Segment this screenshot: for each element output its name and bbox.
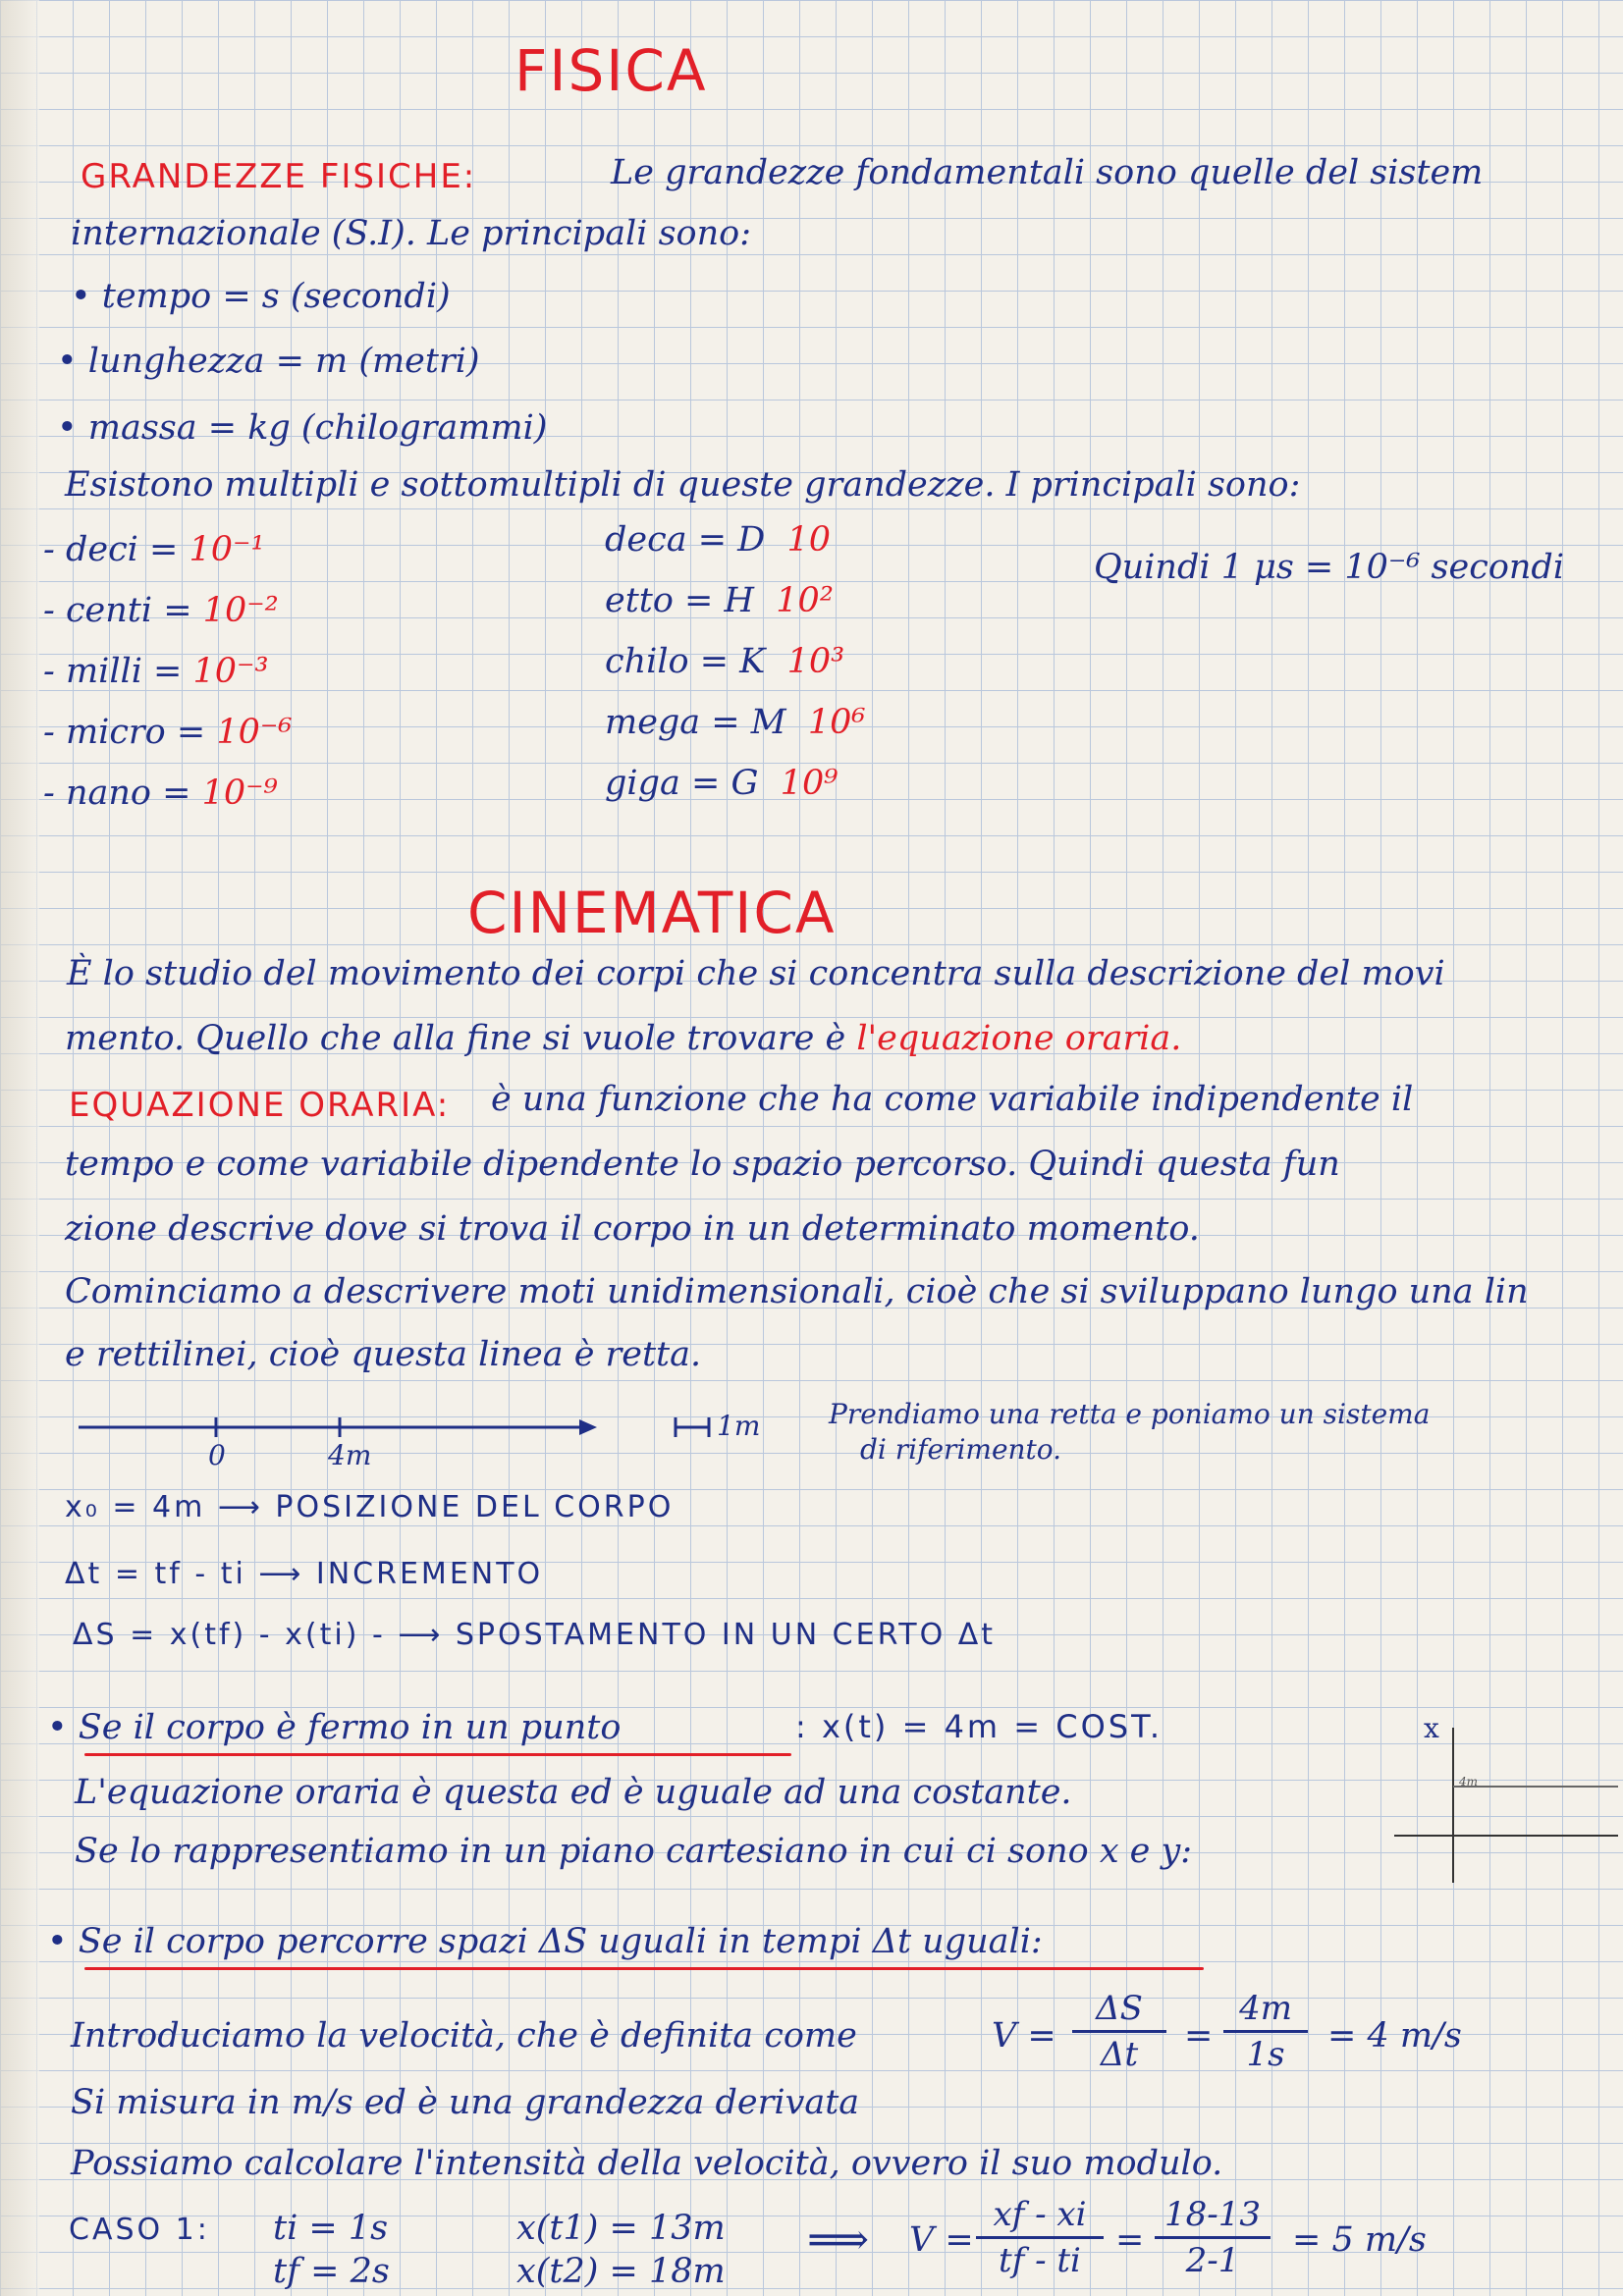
uniforme-underline [84, 1967, 1204, 1970]
grandezze-line2: internazionale (S.I). Le principali sono: [71, 214, 752, 253]
caso-v: V = [909, 2220, 974, 2260]
equals-sign: = [1184, 2016, 1214, 2056]
unit-item: • massa = kg (chilogrammi) [57, 408, 548, 448]
modulo-line: Possiamo calcolare l'intensità della velocità, ovvero il suo modulo. [71, 2144, 1223, 2183]
constant-position-graph [1384, 1708, 1620, 1885]
sottomultiplo-row [43, 774, 292, 834]
cinematica-title: CINEMATICA [467, 880, 837, 946]
caso-xt2: x(t2) = 18m [516, 2252, 726, 2291]
denominator: 2-1 [1185, 2241, 1240, 2280]
cinematica-text: mento. Quello che alla fine si vuole trovare è [65, 1019, 846, 1058]
multiplo-row [605, 764, 865, 825]
axis-note: Prendiamo una retta e poniamo un sistema [829, 1398, 1431, 1430]
equazione-heading: EQUAZIONE ORARIA: [69, 1086, 451, 1125]
equazione-line: zione descrive dove si trova il corpo in un determinato momento. [65, 1209, 1200, 1249]
velocita-result: = 4 m/s [1327, 2016, 1462, 2056]
graph-x-label: x [1424, 1712, 1439, 1744]
denominator: Δt [1100, 2035, 1139, 2074]
prefix-value: 10⁹ [780, 764, 839, 803]
axis-4m-label: 4m [328, 1439, 372, 1471]
sottomultiplo-row [43, 530, 292, 591]
def-spostamento: ΔS = x(tf) - x(ti) - ⟶ SPOSTAMENTO IN UN CERTO Δt [73, 1618, 997, 1652]
grandezze-line1: Le grandezze fondamentali sono quelle del sistem [611, 153, 1484, 192]
prefix-name: - milli = [43, 652, 183, 691]
def-incremento: Δt = tf - ti ⟶ INCREMENTO [65, 1557, 544, 1591]
fermo-line: L'equazione oraria è questa ed è uguale ad una costante. [75, 1773, 1072, 1812]
axis-note: di riferimento. [860, 1433, 1062, 1466]
equals-sign: = [1115, 2220, 1145, 2260]
fermo-line: Se lo rappresentiamo in un piano cartesiano in cui ci sono x e y: [75, 1832, 1193, 1871]
prefix-name: mega = M [605, 703, 786, 742]
denominator: 1s [1246, 2035, 1285, 2074]
fermo-heading: • Se il corpo è fermo in un punto [47, 1708, 622, 1747]
multipli-list [605, 520, 865, 825]
fermo-formula: : x(t) = 4m = COST. [795, 1708, 1163, 1745]
prefix-name: - centi = [43, 591, 192, 630]
prefix-value: 10³ [786, 642, 845, 681]
prefix-value: 10⁻³ [192, 652, 269, 691]
equazione-line: Cominciamo a descrivere moti unidimensionali, cioè che si sviluppano lungo una lin [65, 1272, 1529, 1311]
graph-4m-label: 4m [1459, 1775, 1479, 1789]
fraction-values [1155, 2195, 1271, 2280]
unit-item: • tempo = s (secondi) [71, 277, 451, 316]
caso-tf: tf = 2s [273, 2252, 390, 2291]
fraction-velocity-formula [976, 2195, 1104, 2280]
sottomultiplo-row [43, 713, 292, 774]
prefix-value: 10⁻⁶ [216, 713, 293, 752]
cinematica-line: È lo studio del movimento dei corpi che si concentra sulla descrizione del movi [67, 954, 1445, 993]
quindi-note: Quindi 1 μs = 10⁻⁶ secondi [1094, 548, 1565, 587]
misura-line: Si misura in m/s ed è una grandezza derivata [71, 2083, 860, 2122]
grandezze-heading: GRANDEZZE FISICHE: [81, 157, 477, 196]
page-title: FISICA [514, 37, 708, 104]
multiplo-row [605, 642, 865, 703]
velocita-v: V = [992, 2016, 1056, 2056]
prefix-value: 10⁶ [807, 703, 866, 742]
equazione-line: e rettilinei, cioè questa linea è retta. [65, 1335, 702, 1374]
prefix-name: - deci = [43, 530, 179, 569]
implies-arrow: ⟹ [807, 2215, 870, 2265]
caso-xt1: x(t1) = 13m [516, 2209, 726, 2248]
unit-item: • lunghezza = m (metri) [57, 342, 480, 381]
prefix-name: - micro = [43, 713, 206, 752]
numerator: 4m [1239, 1989, 1292, 2028]
sottomultipli-list [43, 530, 292, 834]
multiplo-row [605, 581, 865, 642]
fraction-4m-1s [1223, 1989, 1308, 2074]
uniforme-heading: • Se il corpo percorre spazi ΔS uguali in tempi Δt uguali: [47, 1922, 1043, 1961]
multiplo-row [605, 520, 865, 581]
fermo-underline [84, 1753, 791, 1756]
equazione-line: è una funzione che ha come variabile indipendente il [491, 1080, 1414, 1119]
unit-segment [674, 1414, 713, 1443]
multipli-intro: Esistono multipli e sottomultipli di queste grandezze. I principali sono: [65, 465, 1301, 505]
prefix-name: etto = H [605, 581, 755, 620]
prefix-name: giga = G [605, 764, 759, 803]
axis-zero-label: 0 [208, 1439, 226, 1471]
prefix-name: deca = D [605, 520, 766, 560]
denominator: tf - ti [999, 2241, 1081, 2280]
equazione-oraria-term: l'equazione oraria. [856, 1019, 1182, 1058]
sottomultiplo-row [43, 591, 292, 652]
caso-ti: ti = 1s [273, 2209, 389, 2248]
prefix-name: chilo = K [605, 642, 766, 681]
numerator: 18-13 [1163, 2195, 1261, 2234]
prefix-value: 10 [786, 520, 832, 560]
unit-label: 1m [717, 1410, 761, 1442]
velocita-intro: Introduciamo la velocità, che è definita come [71, 2016, 857, 2056]
caso-label: CASO 1: [69, 2213, 210, 2247]
prefix-value: 10⁻¹ [189, 530, 265, 569]
multiplo-row [605, 703, 865, 764]
prefix-name: - nano = [43, 774, 191, 813]
numerator: ΔS [1096, 1989, 1143, 2028]
caso-result: = 5 m/s [1292, 2220, 1427, 2260]
sottomultiplo-row [43, 652, 292, 713]
numerator: xf - xi [993, 2195, 1087, 2234]
prefix-value: 10⁻⁹ [201, 774, 278, 813]
def-posizione: x₀ = 4m ⟶ POSIZIONE DEL CORPO [65, 1490, 675, 1524]
fraction-ds-dt [1072, 1989, 1166, 2074]
binder-margin [0, 0, 39, 2296]
prefix-value: 10⁻² [202, 591, 279, 630]
equazione-line: tempo e come variabile dipendente lo spazio percorso. Quindi questa fun [65, 1145, 1340, 1184]
prefix-value: 10² [776, 581, 834, 620]
cinematica-line [65, 1019, 1181, 1058]
